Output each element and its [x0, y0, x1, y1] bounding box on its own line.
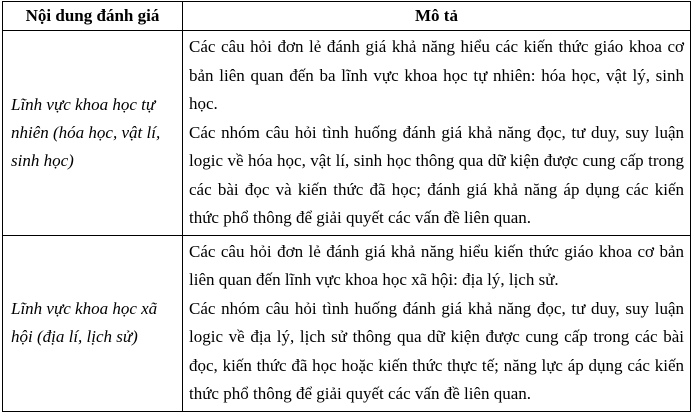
header-row [3, 2, 691, 31]
header-content: Nội dung đánh giá [3, 2, 183, 31]
assessment-table [2, 1, 691, 412]
row-description [183, 235, 691, 411]
table-row [3, 31, 691, 236]
description-paragraph: Các nhóm câu hỏi tình huống đánh giá khả năng đọc, tư duy, suy luận logic về địa lý, lịch sử thông qua dữ kiện được cung cấp trong các bài đọc, kiến thức đã học hoặc kiến thức thực tế; năng lực áp dụng các kiến thức phổ thông để giải quyết các vấn đề liên quan. [189, 298, 684, 403]
header-description: Mô tả [183, 2, 691, 31]
description-paragraph: Các câu hỏi đơn lẻ đánh giá khả năng hiểu kiến thức giáo khoa cơ bản liên quan đến lĩnh vực khoa học xã hội: địa lý, lịch sử. [189, 241, 684, 289]
description-paragraph: Các nhóm câu hỏi tình huống đánh giá khả năng đọc, tư duy, suy luận logic về hóa học, vật lí, sinh học thông qua dữ kiện được cung cấp trong các bài đọc và kiến thức đã học; đánh giá khả năng áp dụng các kiến thức phổ thông để giải quyết các vấn đề liên quan. [189, 122, 684, 227]
row-label: Lĩnh vực khoa học xã hội (địa lí, lịch sử) [3, 235, 183, 411]
description-paragraph: Các câu hỏi đơn lẻ đánh giá khả năng hiểu các kiến thức giáo khoa cơ bản liên quan đến ba lĩnh vực khoa học tự nhiên: hóa học, vật lý, sinh học. [189, 37, 684, 113]
row-description [183, 31, 691, 236]
table-row [3, 235, 691, 411]
row-label: Lĩnh vực khoa học tự nhiên (hóa học, vật lí, sinh học) [3, 31, 183, 236]
